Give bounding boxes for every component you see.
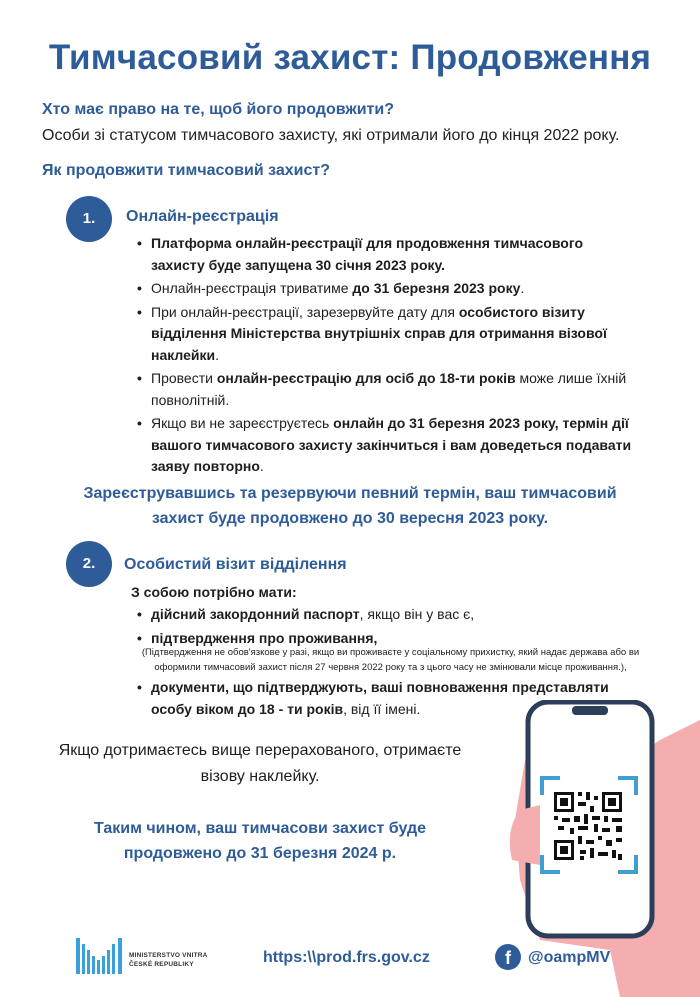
extension-note: Зареєструвавшись та резервуючи певний термін, ваш тимчасовий захист буде продовжено до 30 вересня 2023 року. [83,485,617,527]
ministry-logo-icon [76,938,124,974]
list-item: • При онлайн-реєстрації, зарезервуйте дату для особистого візиту відділення Міністерства внутрішніх справ для отримання візової наклейки. [137,302,637,367]
list-item: • Платформа онлайн-реєстрації для продовження тимчасового захисту буде запущена 30 січня 2023 року. [137,233,637,276]
step-1-heading: Онлайн-реєстрація [126,208,279,225]
list-item: • Якщо ви не зареєструєтесь онлайн до 31 березня 2023 року, термін дії вашого тимчасового захисту закінчиться і вам доведеться подавати заяву повторно. [137,413,637,478]
follow-text: Якщо дотримаєтесь вище перерахованого, отримаєте візову наклейку. [58,742,462,785]
step-1-list [137,233,637,480]
qr-code [552,790,624,862]
website-link[interactable]: https:\\prod.frs.gov.cz [263,949,430,966]
page-title: Тимчасовий захист: Продовження [48,38,652,77]
bring-label: З собою потрібно мати: [131,584,297,600]
step-2-badge: 2. [66,541,112,587]
list-item: • підтвердження про проживання, [137,628,617,650]
list-item: • документи, що підтверджують, ваші повноваження представляти особу віком до 18 - ти років, від її імені. [137,677,617,720]
residence-footnote: (Підтвердження не обов'язкове у разі, якщо ви проживаєте у соціальному прихистку, який надає держава або ви оформили тимчасовий захист після 27 червня 2022 року та з цього часу не змінювали місце проживання.), [141,647,640,673]
step-2-heading: Особистий візит відділення [124,556,347,573]
who-answer: Особи зі статусом тимчасового захисту, які отримали його до кінця 2022 року. [42,127,620,144]
list-item: • Онлайн-реєстрація триватиме до 31 березня 2023 року. [137,278,637,300]
ministry-logo-text: MINISTERSTVO VNITRA ČESKÉ REPUBLIKY [129,952,208,968]
facebook-handle-link[interactable]: @oampMV [528,949,611,966]
final-note: Таким чином, ваш тимчасови захист буде продовжено до 31 березня 2024 р. [93,820,427,862]
list-item: • дійсний закордонний паспорт, якщо він у вас є, [137,604,617,626]
facebook-icon[interactable]: f [495,944,521,970]
who-question: Хто має право на те, щоб його продовжити? [42,101,394,118]
step-1-badge: 1. [66,196,112,242]
how-question: Як продовжити тимчасовий захист? [42,162,331,179]
list-item: • Провести онлайн-реєстрацію для осіб до 18-ти років може лише їхній повнолітній. [137,368,637,411]
step-2-list-a [137,604,617,651]
